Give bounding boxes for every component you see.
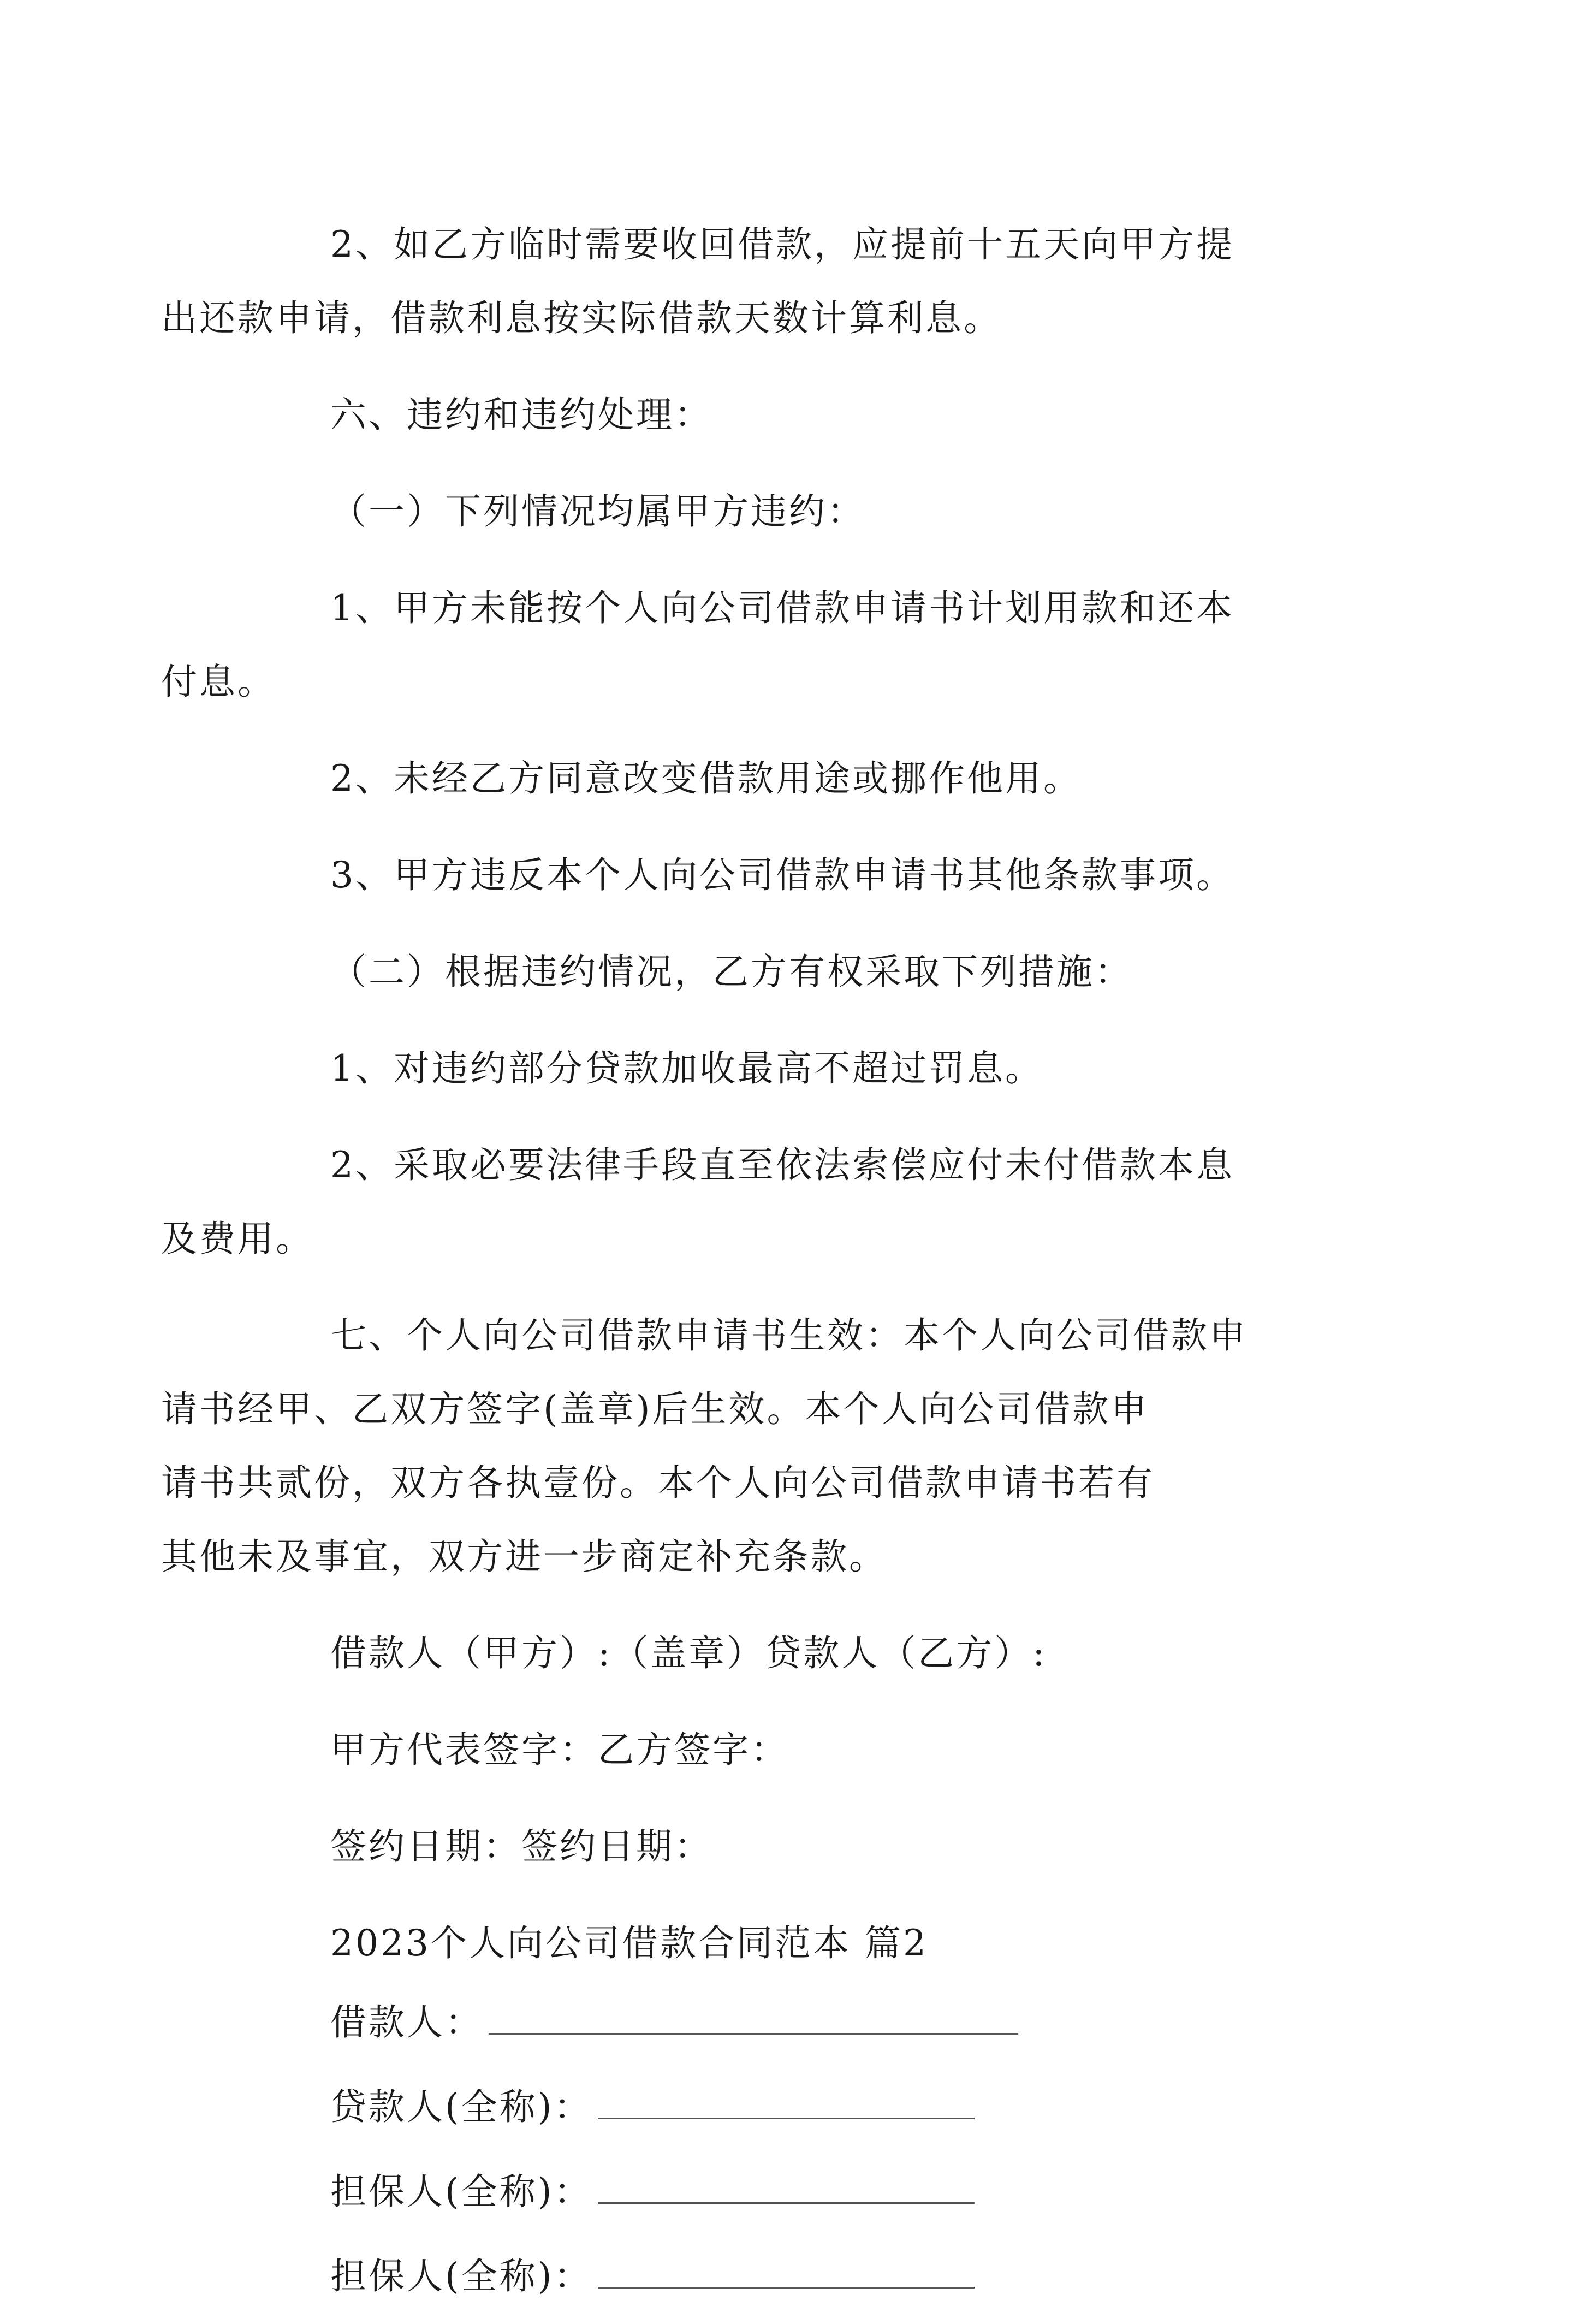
- contract-text: [161, 208, 1349, 2324]
- text-line: 其他未及事宜，双方进一步商定补充条款。: [161, 1536, 887, 1578]
- field-blank-line[interactable]: [598, 2169, 975, 2204]
- field-label: 担保人(全称)：: [330, 2255, 592, 2297]
- text-line: 及费用。: [161, 1218, 314, 1260]
- text-line: 付息。: [161, 661, 276, 703]
- subsection-heading-borrower-breach: [246, 475, 1349, 548]
- subsection-heading-measures: [246, 935, 1349, 1009]
- field-label: 贷款人(全称)：: [330, 2086, 592, 2128]
- signature-dates: [246, 1810, 1349, 1883]
- text-line: 2023个人向公司借款合同范本 篇2: [330, 1922, 928, 1964]
- signature-parties: [246, 1616, 1349, 1690]
- text-line: 请书经甲、乙双方签字(盖章)后生效。本个人向公司借款申: [161, 1388, 1149, 1430]
- text-line: 签约日期：签约日期：: [330, 1825, 712, 1868]
- paragraph-measure-item-1: [246, 1031, 1349, 1105]
- field-label: 借款人：: [330, 2001, 483, 2043]
- paragraph-breach-item-3: [246, 838, 1349, 912]
- text-line: 七、个人向公司借款申请书生效：本个人向公司借款申: [330, 1314, 1248, 1356]
- text-line: 3、甲方违反本个人向公司借款申请书其他条款事项。: [330, 854, 1234, 896]
- field-label: 担保人(全称)：: [330, 2171, 592, 2213]
- form-field-lender: [246, 2070, 1349, 2144]
- field-blank-line[interactable]: [489, 2000, 1018, 2035]
- document-section-title: [246, 1906, 1349, 1980]
- text-line: （二）根据违约情况，乙方有权采取下列措施：: [330, 951, 1133, 993]
- paragraph-breach-item-1: [161, 571, 1349, 719]
- field-blank-line[interactable]: [598, 2085, 975, 2119]
- text-line: 1、甲方未能按个人向公司借款申请书计划用款和还本: [330, 587, 1234, 629]
- paragraph-effectiveness: [161, 1299, 1349, 1593]
- text-line: 2、未经乙方同意改变借款用途或挪作他用。: [330, 757, 1082, 799]
- paragraph-measure-item-2: [161, 1128, 1349, 1276]
- field-blank-line[interactable]: [598, 2254, 975, 2289]
- text-line: 甲方代表签字：乙方签字：: [330, 1729, 789, 1771]
- text-line: 六、违约和违约处理：: [330, 394, 712, 436]
- text-line: （一）下列情况均属甲方违约：: [330, 490, 865, 532]
- form-field-guarantor-1: [246, 2155, 1349, 2228]
- paragraph-breach-item-2: [246, 742, 1349, 815]
- text-line: 2、采取必要法律手段直至依法索偿应付未付借款本息: [330, 1144, 1234, 1186]
- text-line: 借款人（甲方）:（盖章）贷款人（乙方）:: [330, 1632, 1047, 1674]
- text-line: 1、对违约部分贷款加收最高不超过罚息。: [330, 1047, 1043, 1089]
- form-field-borrower: [246, 1985, 1349, 2059]
- text-line: 出还款申请，借款利息按实际借款天数计算利息。: [161, 297, 1002, 339]
- section-heading-breach: [246, 378, 1349, 452]
- paragraph-repayment-request: [161, 208, 1349, 355]
- text-line: 2、如乙方临时需要收回借款，应提前十五天向甲方提: [330, 223, 1234, 265]
- text-line: 请书共贰份，双方各执壹份。本个人向公司借款申请书若有: [161, 1462, 1155, 1504]
- form-field-guarantor-2: [246, 2239, 1349, 2313]
- signature-representatives: [246, 1713, 1349, 1787]
